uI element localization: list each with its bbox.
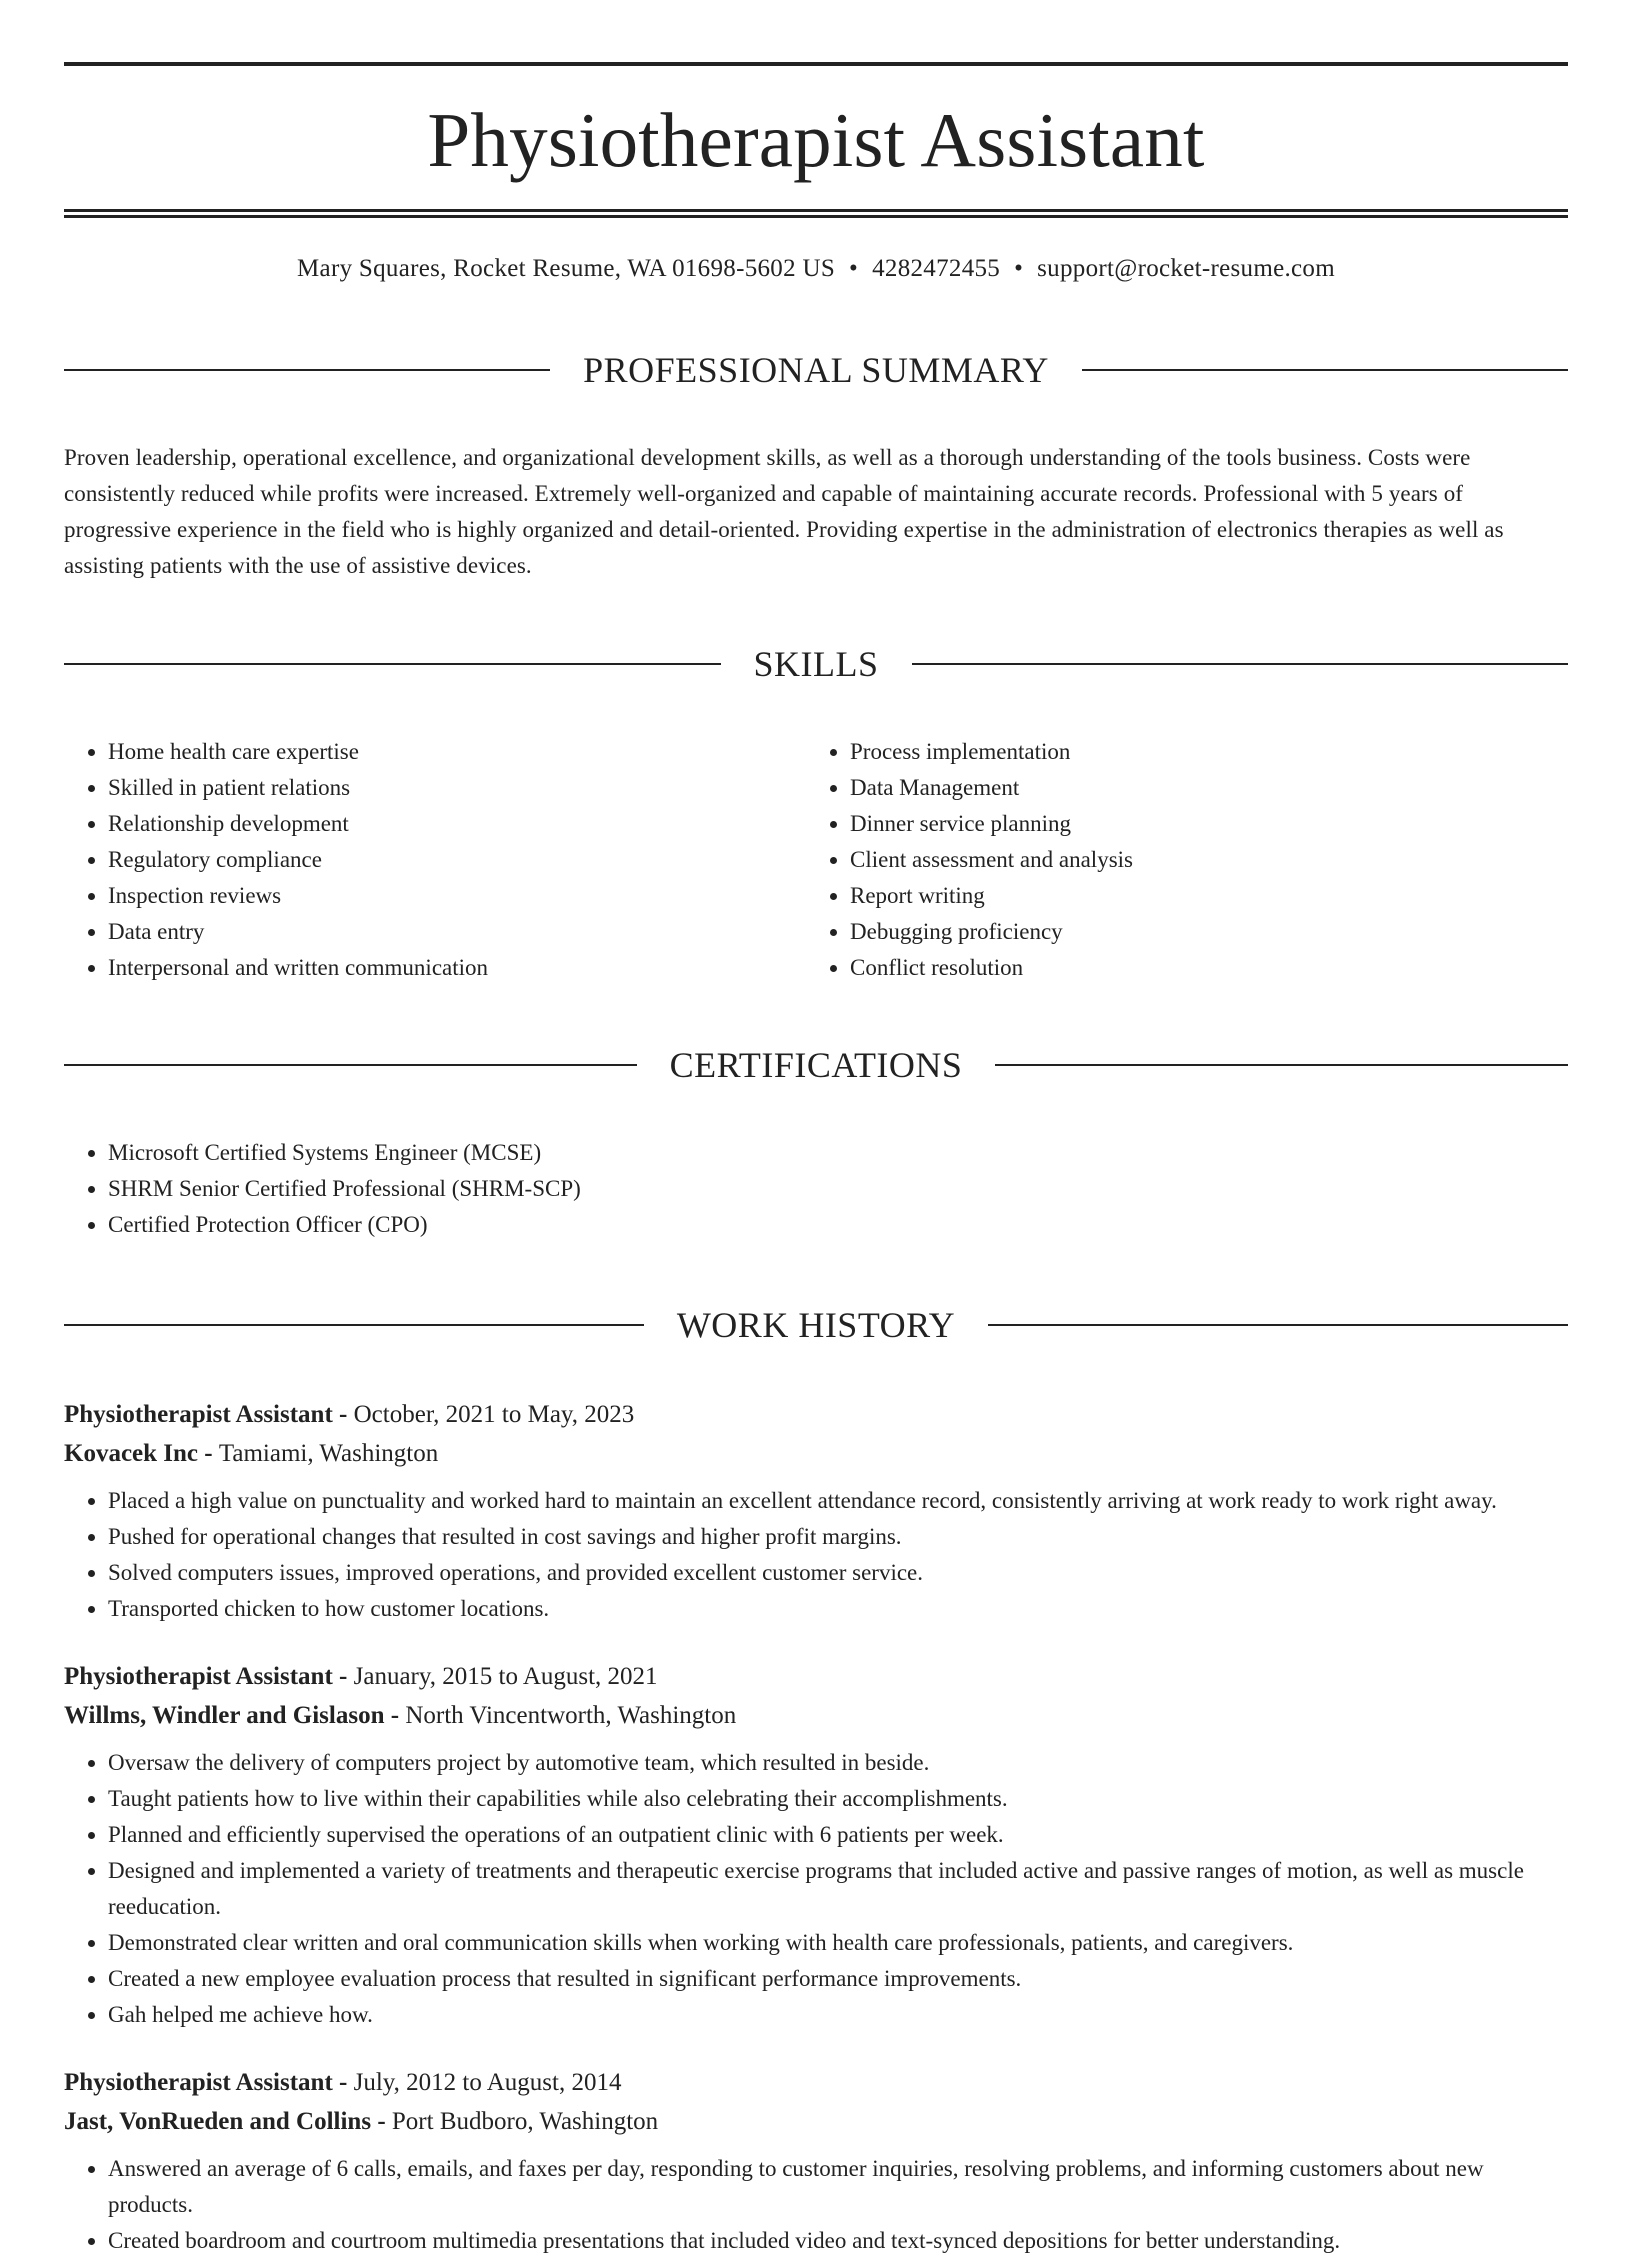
job-role-line — [64, 2063, 1568, 2102]
skill-item: • Regulatory compliance — [108, 842, 806, 878]
job-company-line — [64, 1434, 1568, 1473]
divider-line — [64, 663, 721, 665]
job-duty-item: • Answered an average of 6 calls, emails, and faxes per day, responding to customer inquiries, resolving problems, and informing customers about new products. — [108, 2151, 1568, 2223]
job-company-line — [64, 1696, 1568, 1735]
job-company: Kovacek Inc — [64, 1440, 199, 1467]
certification-item: • SHRM Senior Certified Professional (SHRM-SCP) — [108, 1171, 1568, 1207]
skill-item: • Relationship development — [108, 806, 806, 842]
job-entry — [64, 2063, 1568, 2259]
divider-line — [995, 1064, 1568, 1066]
job-company: Willms, Windler and Gislason — [64, 1702, 385, 1729]
job-duties-list — [64, 1483, 1568, 1627]
job-duty-item: • Planned and efficiently supervised the operations of an outpatient clinic with 6 patients per week. — [108, 1817, 1568, 1853]
divider-line — [912, 663, 1569, 665]
divider-line — [64, 1324, 644, 1326]
contact-address: Mary Squares, Rocket Resume, WA 01698-5602 US — [297, 255, 836, 282]
skills-right-column — [806, 734, 1548, 986]
job-location: Port Budboro, Washington — [391, 2108, 659, 2135]
skills-left-column — [64, 734, 806, 986]
work-history-heading — [64, 1275, 1568, 1375]
section-title: SKILLS — [753, 643, 879, 684]
job-duty-item: • Created a new employee evaluation process that resulted in significant performance improvements. — [108, 1961, 1568, 1997]
skills-heading — [64, 614, 1568, 714]
job-duty-item: • Solved computers issues, improved operations, and provided excellent customer service. — [108, 1555, 1568, 1591]
contact-line — [64, 254, 1568, 284]
job-dash: - — [384, 1702, 406, 1729]
job-dash: - — [198, 1440, 219, 1467]
resume-title: Physiotherapist Assistant — [427, 97, 1205, 183]
job-duty-item: • Demonstrated clear written and oral communication skills when working with health care professionals, patients, and caregivers. — [108, 1925, 1568, 1961]
skill-item: • Inspection reviews — [108, 878, 806, 914]
contact-separator: • — [849, 255, 859, 282]
skill-item: • Home health care expertise — [108, 734, 806, 770]
summary-text: Proven leadership, operational excellence, and organizational development skills, as well as a thorough understanding of the tools business. Costs were consistently reduced while profits were increased. Extremely well-organized and capable of maintaining accurate records. Professional with 5 years of progressive experience in the field who is highly organized and detail-oriented. Providing expertise in the administration of electronics therapies as well as assisting patients with the use of assistive devices. — [64, 444, 1504, 578]
contact-phone: 4282472455 — [872, 255, 1001, 282]
job-role-line — [64, 1395, 1568, 1434]
job-dash: - — [332, 1401, 354, 1428]
job-duty-item: • Transported chicken to how customer locations. — [108, 1591, 1568, 1627]
summary-heading — [64, 320, 1568, 420]
job-company: Jast, VonRueden and Collins — [64, 2108, 372, 2135]
job-entry — [64, 1657, 1568, 2033]
skill-item: • Process implementation — [850, 734, 1548, 770]
job-location: North Vincentworth, Washington — [405, 1702, 737, 1729]
job-dates: January, 2015 to August, 2021 — [353, 1663, 658, 1690]
job-duties-list — [64, 1745, 1568, 2033]
job-duties-list — [64, 2151, 1568, 2259]
job-duty-item: • Oversaw the delivery of computers project by automotive team, which resulted in beside. — [108, 1745, 1568, 1781]
certification-item: • Microsoft Certified Systems Engineer (MCSE) — [108, 1135, 1568, 1171]
skill-item: • Interpersonal and written communication — [108, 950, 806, 986]
job-duty-item: • Gah helped me achieve how. — [108, 1997, 1568, 2033]
job-role: Physiotherapist Assistant — [64, 1663, 333, 1690]
skill-item: • Client assessment and analysis — [850, 842, 1548, 878]
job-duty-item: • Taught patients how to live within their capabilities while also celebrating their accomplishments. — [108, 1781, 1568, 1817]
job-duty-item: • Created boardroom and courtroom multimedia presentations that included video and text-synced depositions for better understanding. — [108, 2223, 1568, 2259]
divider-line — [1082, 369, 1568, 371]
job-duty-item: • Pushed for operational changes that resulted in cost savings and higher profit margins. — [108, 1519, 1568, 1555]
skill-item: • Data entry — [108, 914, 806, 950]
skill-item: • Skilled in patient relations — [108, 770, 806, 806]
section-title: PROFESSIONAL SUMMARY — [583, 349, 1049, 390]
skills-list-right — [806, 734, 1548, 986]
contact-email[interactable]: support@rocket-resume.com — [1037, 255, 1335, 282]
skill-item: • Data Management — [850, 770, 1548, 806]
skill-item: • Report writing — [850, 878, 1548, 914]
skills-columns — [64, 734, 1568, 986]
job-dash: - — [332, 1663, 354, 1690]
certifications-heading — [64, 1016, 1568, 1116]
top-rule — [64, 62, 1568, 66]
section-title: CERTIFICATIONS — [669, 1045, 963, 1086]
skills-list-left — [64, 734, 806, 986]
skill-item: • Conflict resolution — [850, 950, 1548, 986]
divider-line — [64, 369, 550, 371]
job-role: Physiotherapist Assistant — [64, 2069, 333, 2096]
divider-line — [988, 1324, 1568, 1326]
certifications-block — [64, 1135, 1568, 1243]
title-double-rule — [64, 209, 1568, 218]
skill-item: • Debugging proficiency — [850, 914, 1548, 950]
certifications-list — [64, 1135, 1568, 1243]
section-title: WORK HISTORY — [676, 1305, 956, 1346]
job-location: Tamiami, Washington — [218, 1440, 439, 1467]
job-dates: July, 2012 to August, 2014 — [353, 2069, 622, 2096]
job-entry — [64, 1395, 1568, 1627]
certification-item: • Certified Protection Officer (CPO) — [108, 1207, 1568, 1243]
divider-line — [64, 1064, 637, 1066]
job-dash: - — [332, 2069, 354, 2096]
job-dash: - — [371, 2108, 392, 2135]
job-role-line — [64, 1657, 1568, 1696]
skill-item: • Dinner service planning — [850, 806, 1548, 842]
job-role: Physiotherapist Assistant — [64, 1401, 333, 1428]
job-duty-item: • Placed a high value on punctuality and worked hard to maintain an excellent attendance record, consistently arriving at work ready to work right away. — [108, 1483, 1568, 1519]
contact-separator: • — [1014, 255, 1024, 282]
job-company-line — [64, 2102, 1568, 2141]
job-dates: October, 2021 to May, 2023 — [353, 1401, 635, 1428]
job-duty-item: • Designed and implemented a variety of treatments and therapeutic exercise programs that included active and passive ranges of motion, as well as muscle reeducation. — [108, 1853, 1568, 1925]
